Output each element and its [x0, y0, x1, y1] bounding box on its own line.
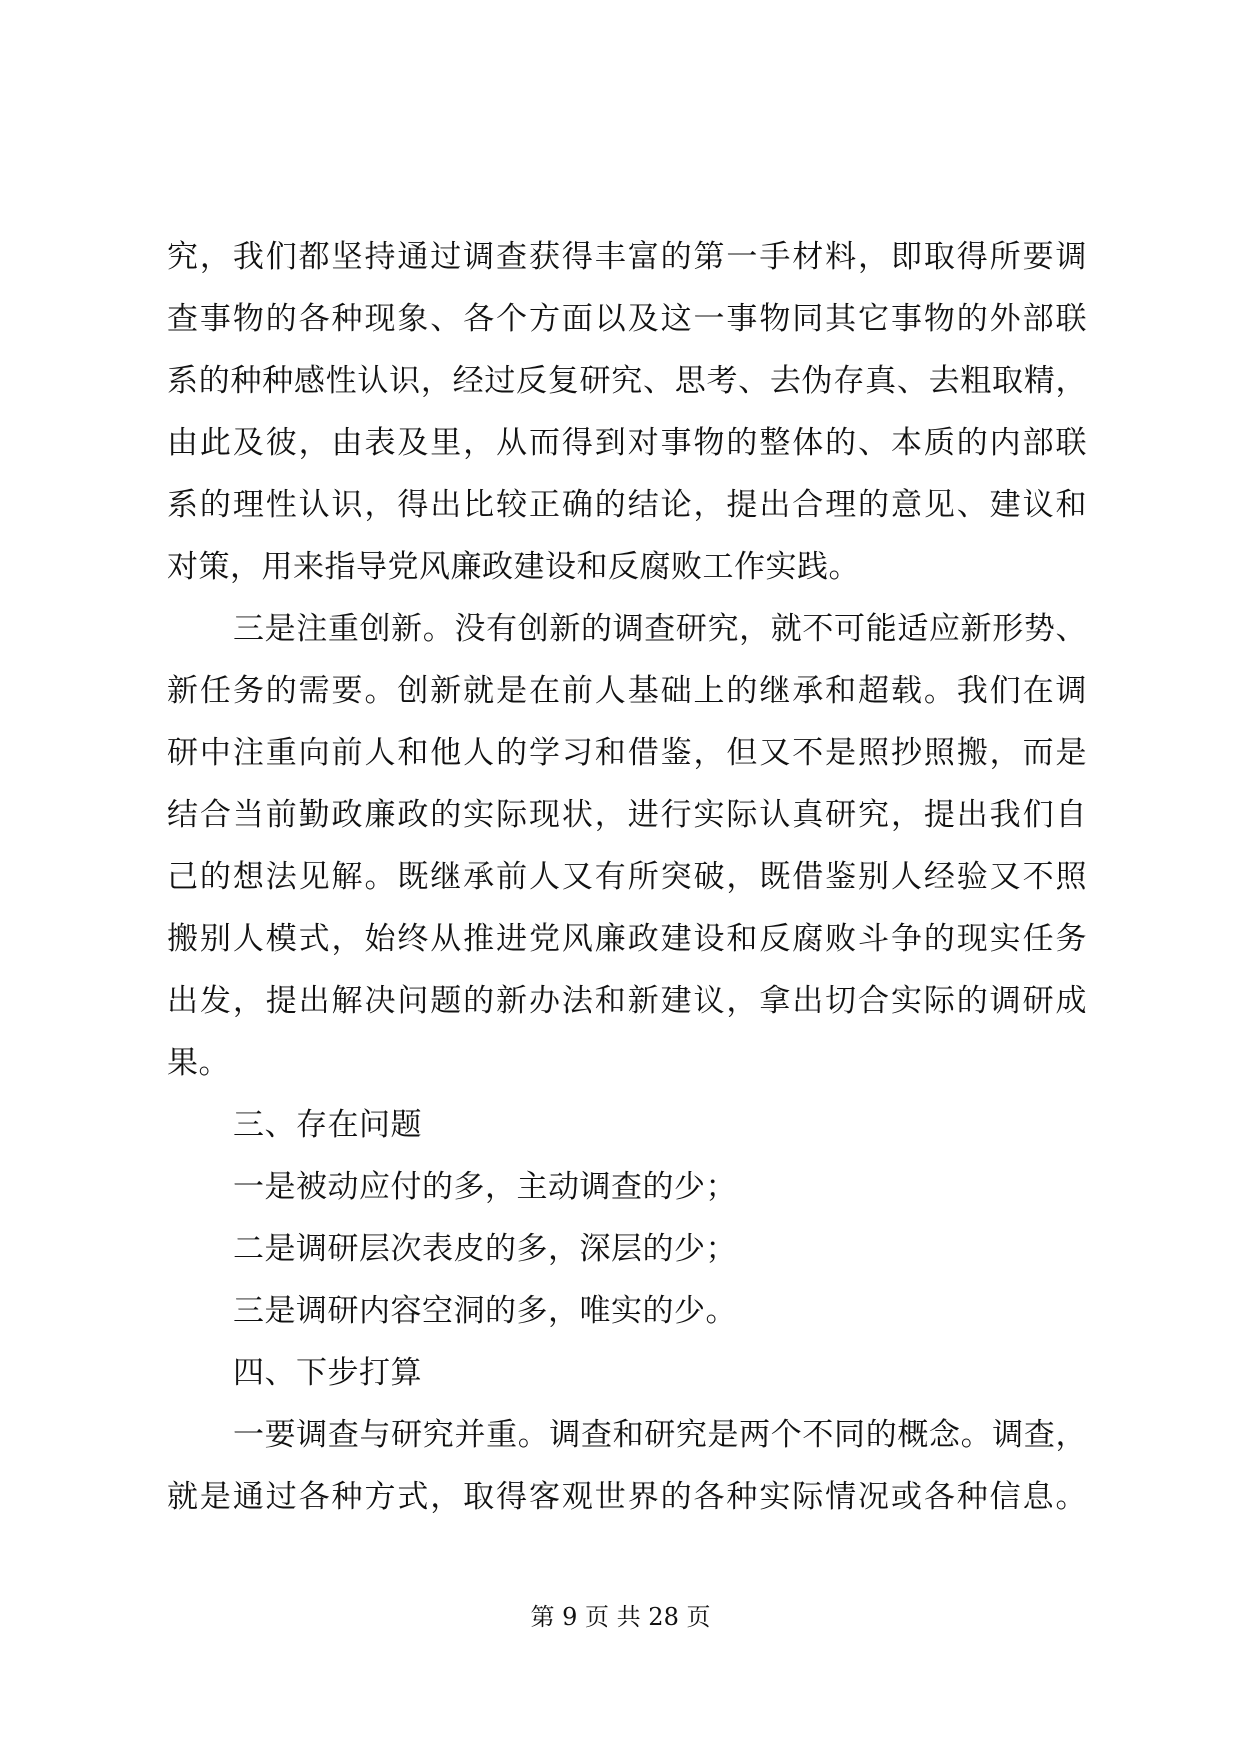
- text-line: 对策，用来指导党风廉政建设和反腐败工作实践。: [167, 549, 860, 585]
- text-line: 三是注重创新。没有创新的调查研究，就不可能适应新形势、: [233, 611, 1087, 647]
- list-item: 三是调研内容空洞的多，唯实的少。: [233, 1293, 737, 1329]
- text-line: 研中注重向前人和他人的学习和借鉴，但又不是照抄照搬，而是: [167, 735, 1087, 771]
- section-heading: 四、下步打算: [233, 1355, 422, 1391]
- text-line: 果。: [167, 1045, 230, 1081]
- text-line: 新任务的需要。创新就是在前人基础上的继承和超载。我们在调: [167, 673, 1087, 709]
- body-text: [167, 226, 1087, 1528]
- section-heading: 三、存在问题: [233, 1107, 422, 1143]
- text-line: 系的理性认识，得出比较正确的结论，提出合理的意见、建议和: [167, 487, 1087, 523]
- text-line: 一要调查与研究并重。调查和研究是两个不同的概念。调查，: [233, 1417, 1087, 1453]
- list-item: 一是被动应付的多，主动调查的少；: [233, 1169, 737, 1205]
- text-line: 搬别人模式，始终从推进党风廉政建设和反腐败斗争的现实任务: [167, 921, 1087, 957]
- text-line: 就是通过各种方式，取得客观世界的各种实际情况或各种信息。: [167, 1479, 1087, 1515]
- page-number-footer: 第 9 页 共 28 页: [530, 1603, 711, 1631]
- text-line: 究，我们都坚持通过调查获得丰富的第一手材料，即取得所要调: [167, 239, 1087, 275]
- text-line: 己的想法见解。既继承前人又有所突破，既借鉴别人经验又不照: [167, 859, 1087, 895]
- text-line: 由此及彼，由表及里，从而得到对事物的整体的、本质的内部联: [167, 425, 1087, 461]
- text-line: 查事物的各种现象、各个方面以及这一事物同其它事物的外部联: [167, 301, 1087, 337]
- list-item: 二是调研层次表皮的多，深层的少；: [233, 1231, 737, 1267]
- text-line: 结合当前勤政廉政的实际现状，进行实际认真研究，提出我们自: [167, 797, 1087, 833]
- text-line: 出发，提出解决问题的新办法和新建议，拿出切合实际的调研成: [167, 983, 1087, 1019]
- text-line: 系的种种感性认识，经过反复研究、思考、去伪存真、去粗取精，: [167, 363, 1087, 399]
